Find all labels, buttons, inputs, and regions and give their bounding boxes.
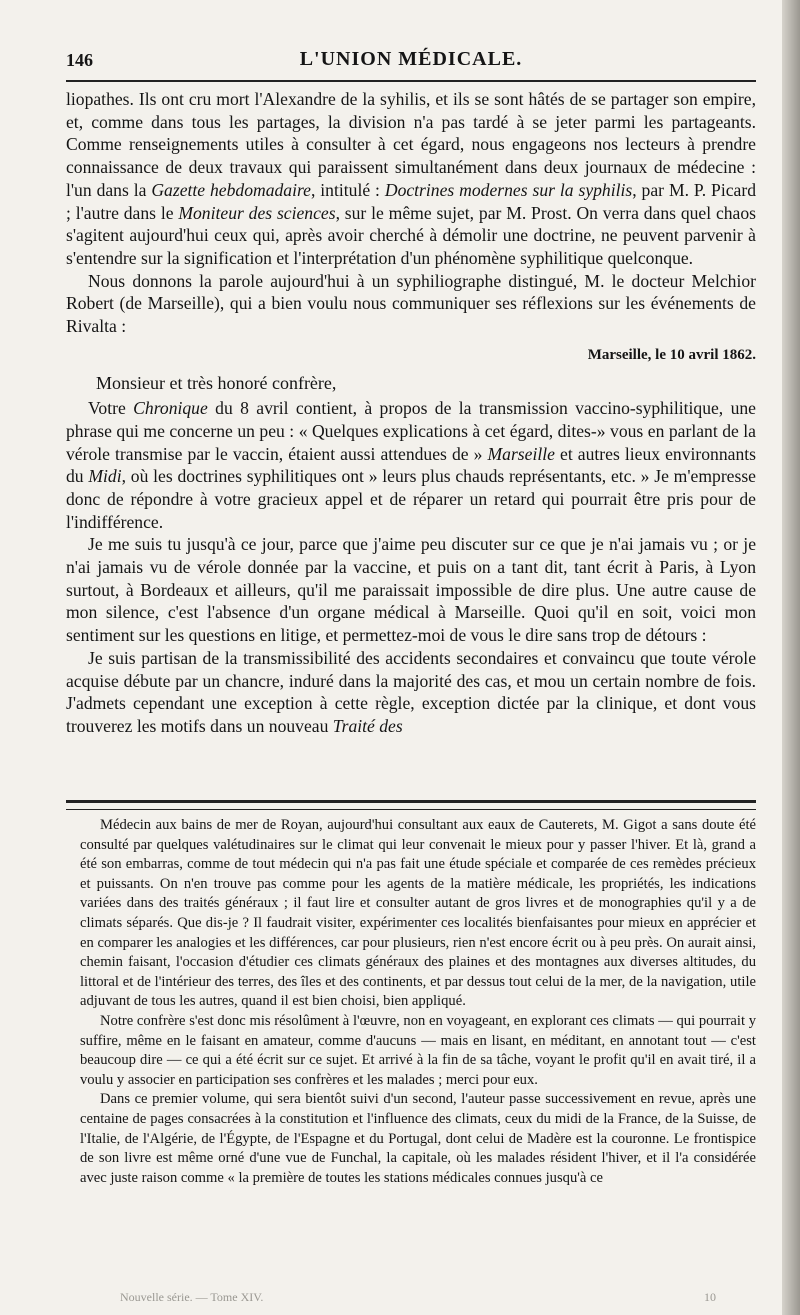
p5-text-a: Je suis partisan de la transmissibilité des accidents secondaires et convaincu que toute vérole acquise débute par un chancre, induré dans la majorité des cas, et mou un certain nombre de fois. J'admets cependant une exception à cette règle, exception dictée par la clinique, et dont vous trouverez les motifs dans un nouveau (66, 647, 756, 736)
page-header (66, 44, 756, 80)
p3-em-marseille: Marseille (487, 443, 555, 464)
feuilleton-paragraph-2: Notre confrère s'est donc mis résolûment à l'œuvre, non en voyageant, en explorant ces climats — qui pourrait y suffire, même en le faisant en amateur, comme d'aucuns — mais en lisant, en méditant, en annotant tout — c'est beaucoup dire — ce qui a été écrit sur ce sujet. Et arrivé à la fin de sa tâche, voyant le profit qu'il en avait tiré, il a voulu y associer en participation ses confrères et les malades ; merci pour eux. (80, 1012, 756, 1088)
p1-em-gazette: Gazette hebdomadaire (151, 179, 311, 200)
paragraph-1 (66, 88, 756, 270)
running-title: L'UNION MÉDICALE. (299, 48, 523, 70)
page-footer (80, 1290, 756, 1308)
feuilleton-paragraph-1: Médecin aux bains de mer de Royan, aujourd'hui consultant aux eaux de Cauterets, M. Gigot a sans doute été consulté par quelques valétudinaires sur le climat qui leur convenait le mieux pour y passer l'hiver. Et là, grand a été son embarras, comme de tout médecin qui n'a pas fait une étude spéciale et comparée de ces remèdes précieux et puissants. On n'en trouve pas comme pour les agents de la matière médicale, les propriétés, les indications variées dans des traités généraux ; il faut lire et consulter autant de gros livres et de monographies qu'il y a de climats séparés. Que dis-je ? Il faudrait visiter, expérimenter ces localités bienfaisantes pour mieux en apprécier et en comparer les analogies et les différences, car pour plusieurs, rien n'est encore écrit ou à peu près. On aurait ainsi, chemin faisant, l'occasion d'étudier ces climats généraux des plaines et des montagnes aux diverses altitudes, du littoral et de l'intérieur des terres, des îles et des continents, et par dessus tout celui de la mer, de la navigation, utile adjuvant de tous les autres, quand il est bien choisi, bien appliqué. (80, 817, 756, 1010)
feuilleton-paragraph-3: Dans ce premier volume, qui sera bientôt suivi d'un second, l'auteur passe successivement en revue, après une centaine de pages consacrées à la constitution et l'influence des climats, ceux du midi de la France, de la Suisse, de l'Italie, de l'Algérie, de l'Égypte, de l'Espagne et du Portugal, dont celui de Madère est la couronne. Le frontispice de son livre est même orné d'une vue de Funchal, la capitale, où les malades résident l'hiver, et il l'a considérée avec juste raison comme « la première de toutes les stations médicales connues jusqu'à ce (80, 1091, 756, 1186)
p3-text-a: Votre (88, 398, 134, 419)
p1-text-d: , sur le même sujet, par M. Prost. On verra dans quel chaos s'agitent aujourd'hui ceux qui, après avoir cherché à démolir une doctrine, ne peuvent parvenir à s'entendre sur la signification et l'interprétation d'un phénomène syphilitique quelconque. (66, 202, 756, 268)
page-gutter-shadow (782, 0, 800, 1315)
feuilleton-separator (66, 800, 756, 810)
p3-text-b: du 8 avril contient, à propos de la transmission vaccino-syphilitique, une phrase qui me concerne un peu : « Quelques explications à cet égard, dites-» vous en parlant de la vérole transmise par le vaccin, étaient aussi attendues de » (66, 398, 756, 464)
paragraph-3 (66, 397, 756, 533)
p1-text-a: liopathes. Ils ont cru mort l'Alexandre de la syhilis, et ils se sont hâtés de se partager son empire, et, comme dans tous les partages, la division n'a pas tardé à se jeter parmi les partageants. Comme renseignements utiles à consulter à cet égard, nous engageons nos lecteurs à prendre connaissance de deux travaux qui paraissent simultanément dans deux journaux de médecine : l'un dans la (66, 89, 756, 200)
p1-em-doctrines: Doctrines modernes sur la syphilis (384, 179, 633, 200)
p3-em-midi: Midi (88, 466, 122, 487)
footer-signature: 10 (704, 1290, 716, 1304)
paragraph-4: Je me suis tu jusqu'à ce jour, parce que j'aime peu discuter sur ce que je n'ai jamais vu ; or je n'ai jamais vu de vérole donnée par la vaccine, et puis on a tant dit, tant écrit à Paris, à Lyon surtout, à Bordeaux et ailleurs, qu'il me paraissait impossible de dire plus. Une autre cause de mon silence, c'est l'absence d'un organe médical à Marseille. Quoi qu'il en soit, voici mon sentiment sur les questions en litige, et permettez-moi de vous le dire sans trop de détours : (66, 534, 756, 646)
p5-em-traite: Traité des (332, 715, 403, 736)
p1-text-c: , par M. P. Picard ; l'autre dans le (66, 179, 756, 223)
footer-series: Nouvelle série. — Tome XIV. (120, 1290, 264, 1304)
paragraph-5 (66, 647, 756, 738)
p3-text-d: , où les doctrines syphilitiques ont » leurs plus chauds représentants, etc. » Je m'empresse donc de répondre à votre gracieux appel et de réparer un retard qui pourrait être pris pour de l'indifférence. (66, 466, 756, 532)
p3-em-chronique: Chronique (133, 398, 208, 419)
page-number: 146 (66, 50, 93, 70)
header-rule (66, 80, 756, 82)
paragraph-2: Nous donnons la parole aujourd'hui à un syphiliographe distingué, M. le docteur Melchior Robert (de Marseille), qui a bien voulu nous communiquer ses réflexions sur les événements de Rivalta : (66, 270, 756, 337)
p3-text-c: et autres lieux environnants du (66, 443, 756, 487)
letter-dateline: Marseille, le 10 avril 1862. (587, 346, 756, 363)
main-text (66, 88, 756, 738)
p1-text-b: , intitulé : (310, 179, 385, 200)
p1-em-moniteur: Moniteur des sciences (178, 202, 336, 223)
feuilleton-text (80, 816, 756, 1188)
letter-salutation: Monsieur et très honoré confrère, (96, 373, 337, 394)
